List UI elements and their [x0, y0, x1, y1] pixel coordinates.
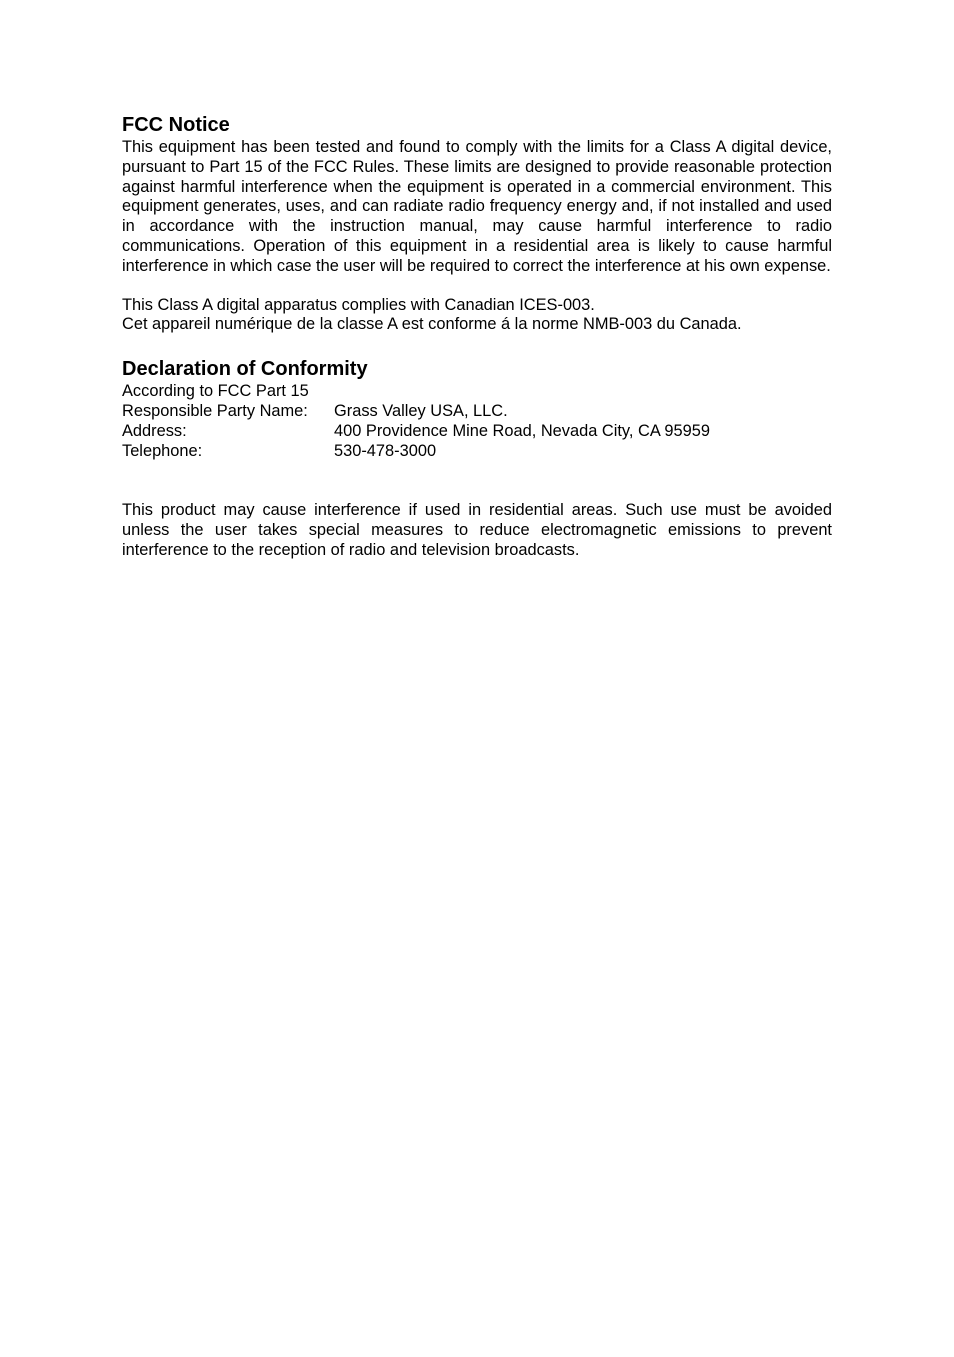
- telephone-value: 530-478-3000: [334, 441, 437, 460]
- canada-ices-french-text: Cet appareil numérique de la classe A est conforme á la norme NMB-003 du Canada.: [122, 315, 742, 334]
- telephone-row: [122, 442, 832, 462]
- canada-ices-english-text: This Class A digital apparatus complies with Canadian ICES-003.: [122, 295, 595, 314]
- address-value: 400 Providence Mine Road, Nevada City, CA 95959: [334, 421, 710, 440]
- address-label: Address:: [122, 421, 187, 440]
- address-row: [122, 422, 832, 442]
- responsible-party-value: Grass Valley USA, LLC.: [334, 401, 508, 420]
- fcc-notice-heading: FCC Notice: [122, 114, 230, 136]
- declaration-heading: Declaration of Conformity: [122, 358, 368, 381]
- document-page: [122, 112, 832, 561]
- residential-interference-notice: This product may cause interference if used in residential areas. Such use must be avoided unless the user takes special measures to reduce electromagnetic emissions to prevent interference to the reception of radio and television broadcasts.: [122, 501, 832, 559]
- fcc-notice-body: This equipment has been tested and found to comply with the limits for a Class A digital device, pursuant to Part 15 of the FCC Rules. These limits are designed to provide reasonable protection against harmful interference when the equipment is operated in a commercial environment. This equipment generates, uses, and can radiate radio frequency energy and, if not installed and used in accordance with the instruction manual, may cause harmful interference to radio communications. Operation of this equipment in a residential area is likely to cause harmful interference in which case the user will be required to correct the interference at his own expense.: [122, 138, 832, 275]
- canada-ices-french: [122, 315, 832, 335]
- declaration-according: According to FCC Part 15: [122, 382, 309, 401]
- spacer: [122, 277, 832, 296]
- spacer: [122, 461, 832, 501]
- responsible-party-row: [122, 402, 832, 422]
- spacer: [122, 335, 832, 356]
- canada-ices-english: [122, 296, 832, 316]
- telephone-label: Telephone:: [122, 441, 203, 460]
- responsible-party-label: Responsible Party Name:: [122, 401, 308, 420]
